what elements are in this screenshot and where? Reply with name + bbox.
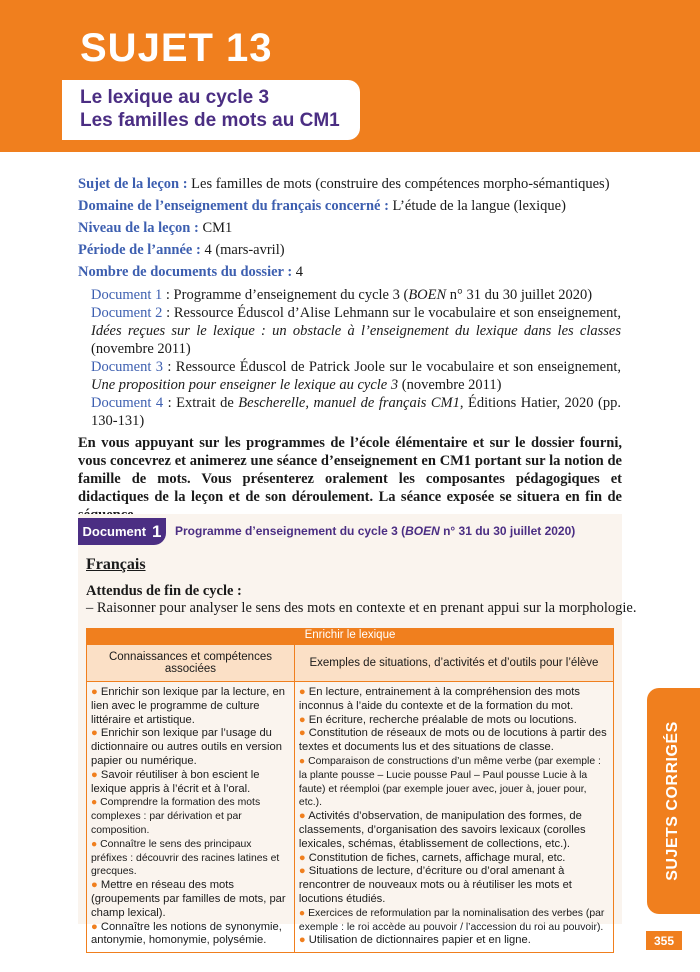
bullet-icon: ●	[91, 920, 98, 933]
bullet-icon: ●	[298, 934, 306, 947]
table-title: Enrichir le lexique	[87, 629, 614, 645]
document-list	[91, 286, 621, 430]
col2-item: ● En écriture, recherche préalable de mots ou locutions.	[298, 713, 577, 726]
document-entry-2: Document 2 : Ressource Éduscol d’Alise Lehmann sur le vocabulaire et son enseignement, Idées reçues sur le lexique : un obstacle à l’enseignement du lexique dans les classes (novembre 2011)	[91, 305, 621, 357]
document-entry-4: Document 4 : Extrait de Bescherelle, manuel de français CM1, Éditions Hatier, 2020 (pp. 130-131)	[91, 395, 622, 429]
document-badge-word: Document	[82, 524, 147, 539]
col2-item: ● Activités d’observation, de manipulation des formes, de classements, d’organisation des savoirs lexicaux (corolles lexicales, schémas, établissement de collections, etc.).	[298, 810, 586, 850]
table-col2-cell	[294, 682, 613, 953]
col1-item: ● Connaître le sens des principaux préfixes : découvrir des racines latines et grecques.	[91, 838, 280, 878]
col2-item: ● Constitution de fiches, carnets, affichage mural, etc.	[298, 851, 566, 864]
bullet-icon: ●	[298, 686, 306, 698]
col2-item: ● Utilisation de dictionnaires papier et en ligne.	[298, 934, 531, 947]
document-entry-1: Document 1 : Programme d’enseignement du cycle 3 (BOEN n° 31 du 30 juillet 2020)	[91, 287, 593, 303]
col2-item: ● En lecture, entrainement à la compréhension des mots inconnus à l’aide du contexte et de la formation du mot.	[298, 686, 580, 712]
table-col2-header: Exemples de situations, d’activités et d’outils pour l’élève	[294, 645, 613, 682]
col2-item: ● Comparaison de constructions d’un même verbe (par exemple : la plante pousse – Lucie pousse Paul – Paul pousse Lucie à la faute) et réemploi (par exemple jouer avec, jouer à, jouer pour, etc.).	[298, 755, 601, 809]
col2-list	[295, 682, 613, 952]
side-tab	[647, 688, 700, 914]
document-badge-number: 1	[152, 521, 162, 541]
subtitle-line-2: Les familles de mots au CM1	[80, 110, 340, 131]
meta-niveau: Niveau de la leçon : CM1	[78, 220, 233, 236]
consigne-paragraph: En vous appuyant sur les programmes de l’école élémentaire et sur le dossier fourni, vous concevrez et animerez une séance d’enseignement en CM1 portant sur la notion de famille de mots. Vous présenterez oralement les composantes pédagogiques et didactiques de la leçon et de son déroulement. La séance exposée se situera en fin de	[78, 435, 622, 505]
bullet-icon: ●	[298, 865, 306, 878]
col2-item: ● Exercices de reformulation par la nominalisation des verbes (par exemple : le roi accède au pouvoir / l’accession du roi au pouvoir).	[298, 907, 605, 933]
bullet-icon: ●	[91, 768, 98, 781]
col1-item: ● Enrichir son lexique par la lecture, en lien avec le programme de culture littéraire et artistique.	[91, 686, 285, 726]
page-number: 355	[646, 931, 682, 950]
col1-item: ● Enrichir son lexique par l’usage du dictionnaire ou autres outils en version papier ou numérique.	[91, 727, 282, 767]
document-1-badge	[78, 518, 166, 545]
bullet-icon: ●	[298, 851, 306, 864]
bullet-icon: ●	[298, 907, 306, 919]
bullet-icon: ●	[91, 838, 98, 850]
side-tab-label: SUJETS CORRIGÉS	[664, 721, 681, 881]
document-entry-3: Document 3 : Ressource Éduscol de Patrick Joole sur le vocabulaire et son enseignement, Une proposition pour enseigner le lexique au cycle 3 (novembre 2011)	[91, 359, 621, 393]
bullet-icon: ●	[298, 810, 306, 823]
attendus-title: Attendus de fin de cycle :	[86, 583, 242, 599]
bullet-icon: ●	[91, 797, 98, 809]
bullet-icon: ●	[298, 713, 306, 726]
bullet-icon: ●	[298, 727, 306, 740]
col2-item: ● Constitution de réseaux de mots ou de locutions à partir des textes et documents lus et des situations de classe.	[298, 727, 607, 754]
subtitle-line-1: Le lexique au cycle 3	[80, 87, 270, 108]
meta-periode: Période de l’année : 4 (mars-avril)	[78, 242, 285, 258]
col2-item: ● Situations de lecture, d’écriture ou d’oral amenant à rencontrer de nouveaux mots ou à réutiliser les mots et locutions étudiés.	[298, 865, 572, 905]
subtitle-box	[62, 80, 360, 140]
col1-item: ● Connaître les notions de synonymie, antonymie, homonymie, polysémie.	[91, 920, 282, 947]
col1-item: ● Mettre en réseau des mots (groupements par familles de mots, par champ lexical).	[91, 879, 286, 919]
col1-item: ● Comprendre la formation des mots complexes : par dérivation et par composition.	[91, 797, 261, 836]
meta-nombre-documents: Nombre de documents du dossier : 4	[78, 264, 304, 280]
col1-item: ● Savoir réutiliser à bon escient le lexique appris à l’écrit et à l’oral.	[91, 768, 260, 795]
bullet-icon: ●	[298, 755, 306, 767]
lexique-table	[86, 628, 614, 953]
meta-sujet: Sujet de la leçon : Les familles de mots (construire des compétences morpho-sémantiques)	[78, 176, 610, 192]
bullet-icon: ●	[91, 727, 98, 740]
document-1-caption: Programme d’enseignement du cycle 3 (BOEN n° 31 du 30 juillet 2020)	[175, 524, 576, 538]
table-col1-header: Connaissances et compétences associées	[87, 645, 295, 682]
attendus-text: – Raisonner pour analyser le sens des mots en contexte et en prenant appui sur la morphologie.	[86, 600, 637, 616]
col1-list	[87, 682, 294, 952]
meta-domaine: Domaine de l’enseignement du français concerné : L’étude de la langue (lexique)	[78, 198, 566, 214]
section-francais: Français	[86, 556, 146, 573]
table-col1-cell	[87, 682, 295, 953]
bullet-icon: ●	[91, 686, 98, 698]
sujet-title: SUJET 13	[80, 26, 273, 70]
bullet-icon: ●	[91, 879, 98, 892]
